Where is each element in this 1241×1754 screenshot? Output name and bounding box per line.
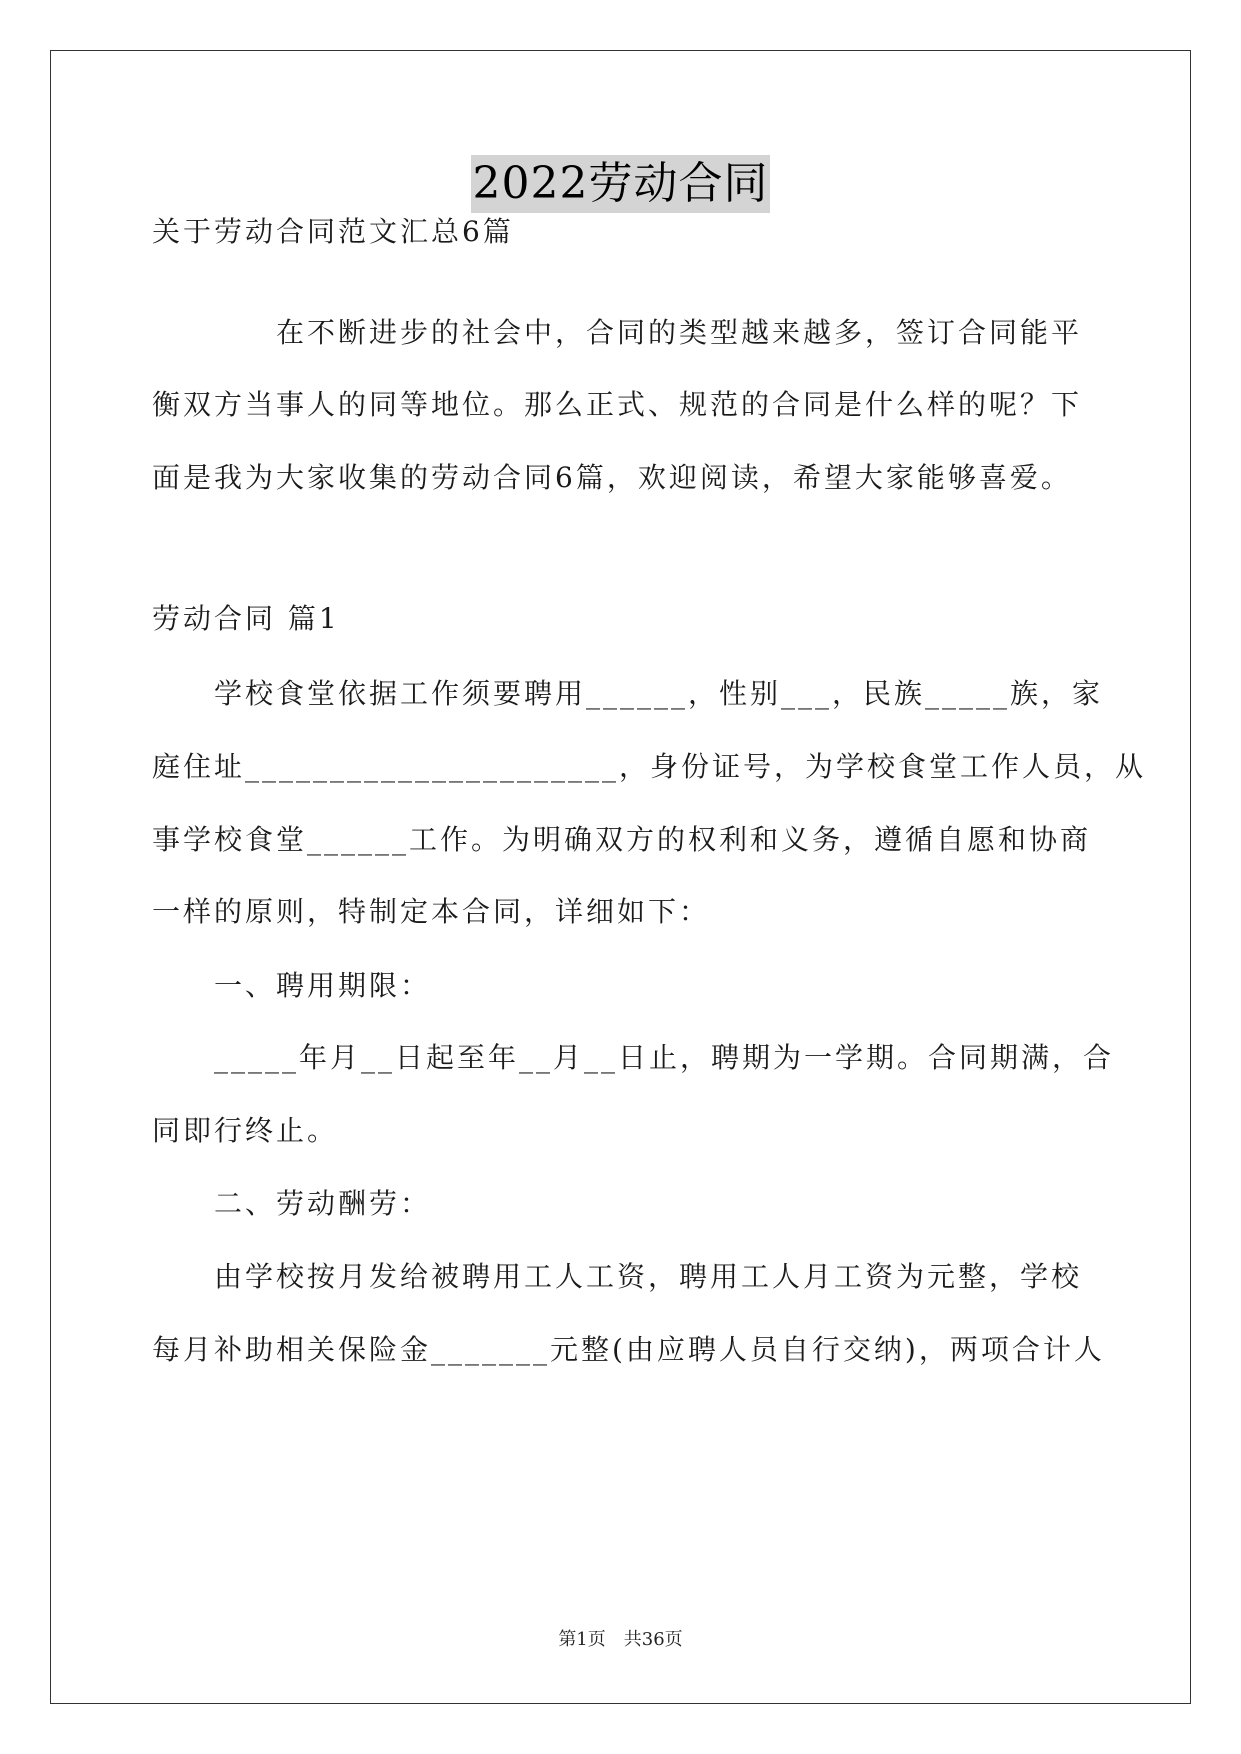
clause-heading: 二、劳动酬劳： (152, 1187, 432, 1220)
page-number-current: 第1页 (558, 1629, 606, 1650)
intro-line: 面是我为大家收集的劳动合同6篇，欢迎阅读，希望大家能够喜爱。 (152, 461, 1072, 494)
intro-line: 在不断进步的社会中，合同的类型越来越多，签订合同能平 (152, 316, 1083, 349)
section-heading: 劳动合同 篇1 (152, 602, 340, 635)
body-line: 庭住址______________________，身份证号，为学校食堂工作人员，从 (152, 750, 1147, 783)
page-number-total: 共36页 (623, 1629, 683, 1650)
body-line: 由学校按月发给被聘用工人工资，聘用工人月工资为元整，学校 (152, 1260, 1083, 1293)
body-line: 每月补助相关保险金_______元整(由应聘人员自行交纳)，两项合计人 (152, 1333, 1105, 1366)
subtitle-line: 关于劳动合同范文汇总6篇 (152, 215, 514, 248)
title-wrapper (0, 155, 1241, 213)
body-line: 一样的原则，特制定本合同，详细如下： (152, 895, 711, 928)
clause-heading: 一、聘用期限： (152, 969, 432, 1002)
page-footer (0, 1628, 1241, 1652)
body-line: 事学校食堂______工作。为明确双方的权利和义务，遵循自愿和协商 (152, 823, 1092, 856)
intro-line: 衡双方当事人的同等地位。那么正式、规范的合同是什么样的呢？下 (152, 388, 1083, 421)
document-title: 2022劳动合同 (471, 155, 771, 213)
body-line: 学校食堂依据工作须要聘用______，性别___，民族_____族，家 (152, 677, 1104, 710)
body-line: 同即行终止。 (152, 1114, 339, 1147)
page-border (50, 50, 1191, 1704)
body-line: _____年月__日起至年__月__日止，聘期为一学期。合同期满，合 (152, 1041, 1115, 1074)
